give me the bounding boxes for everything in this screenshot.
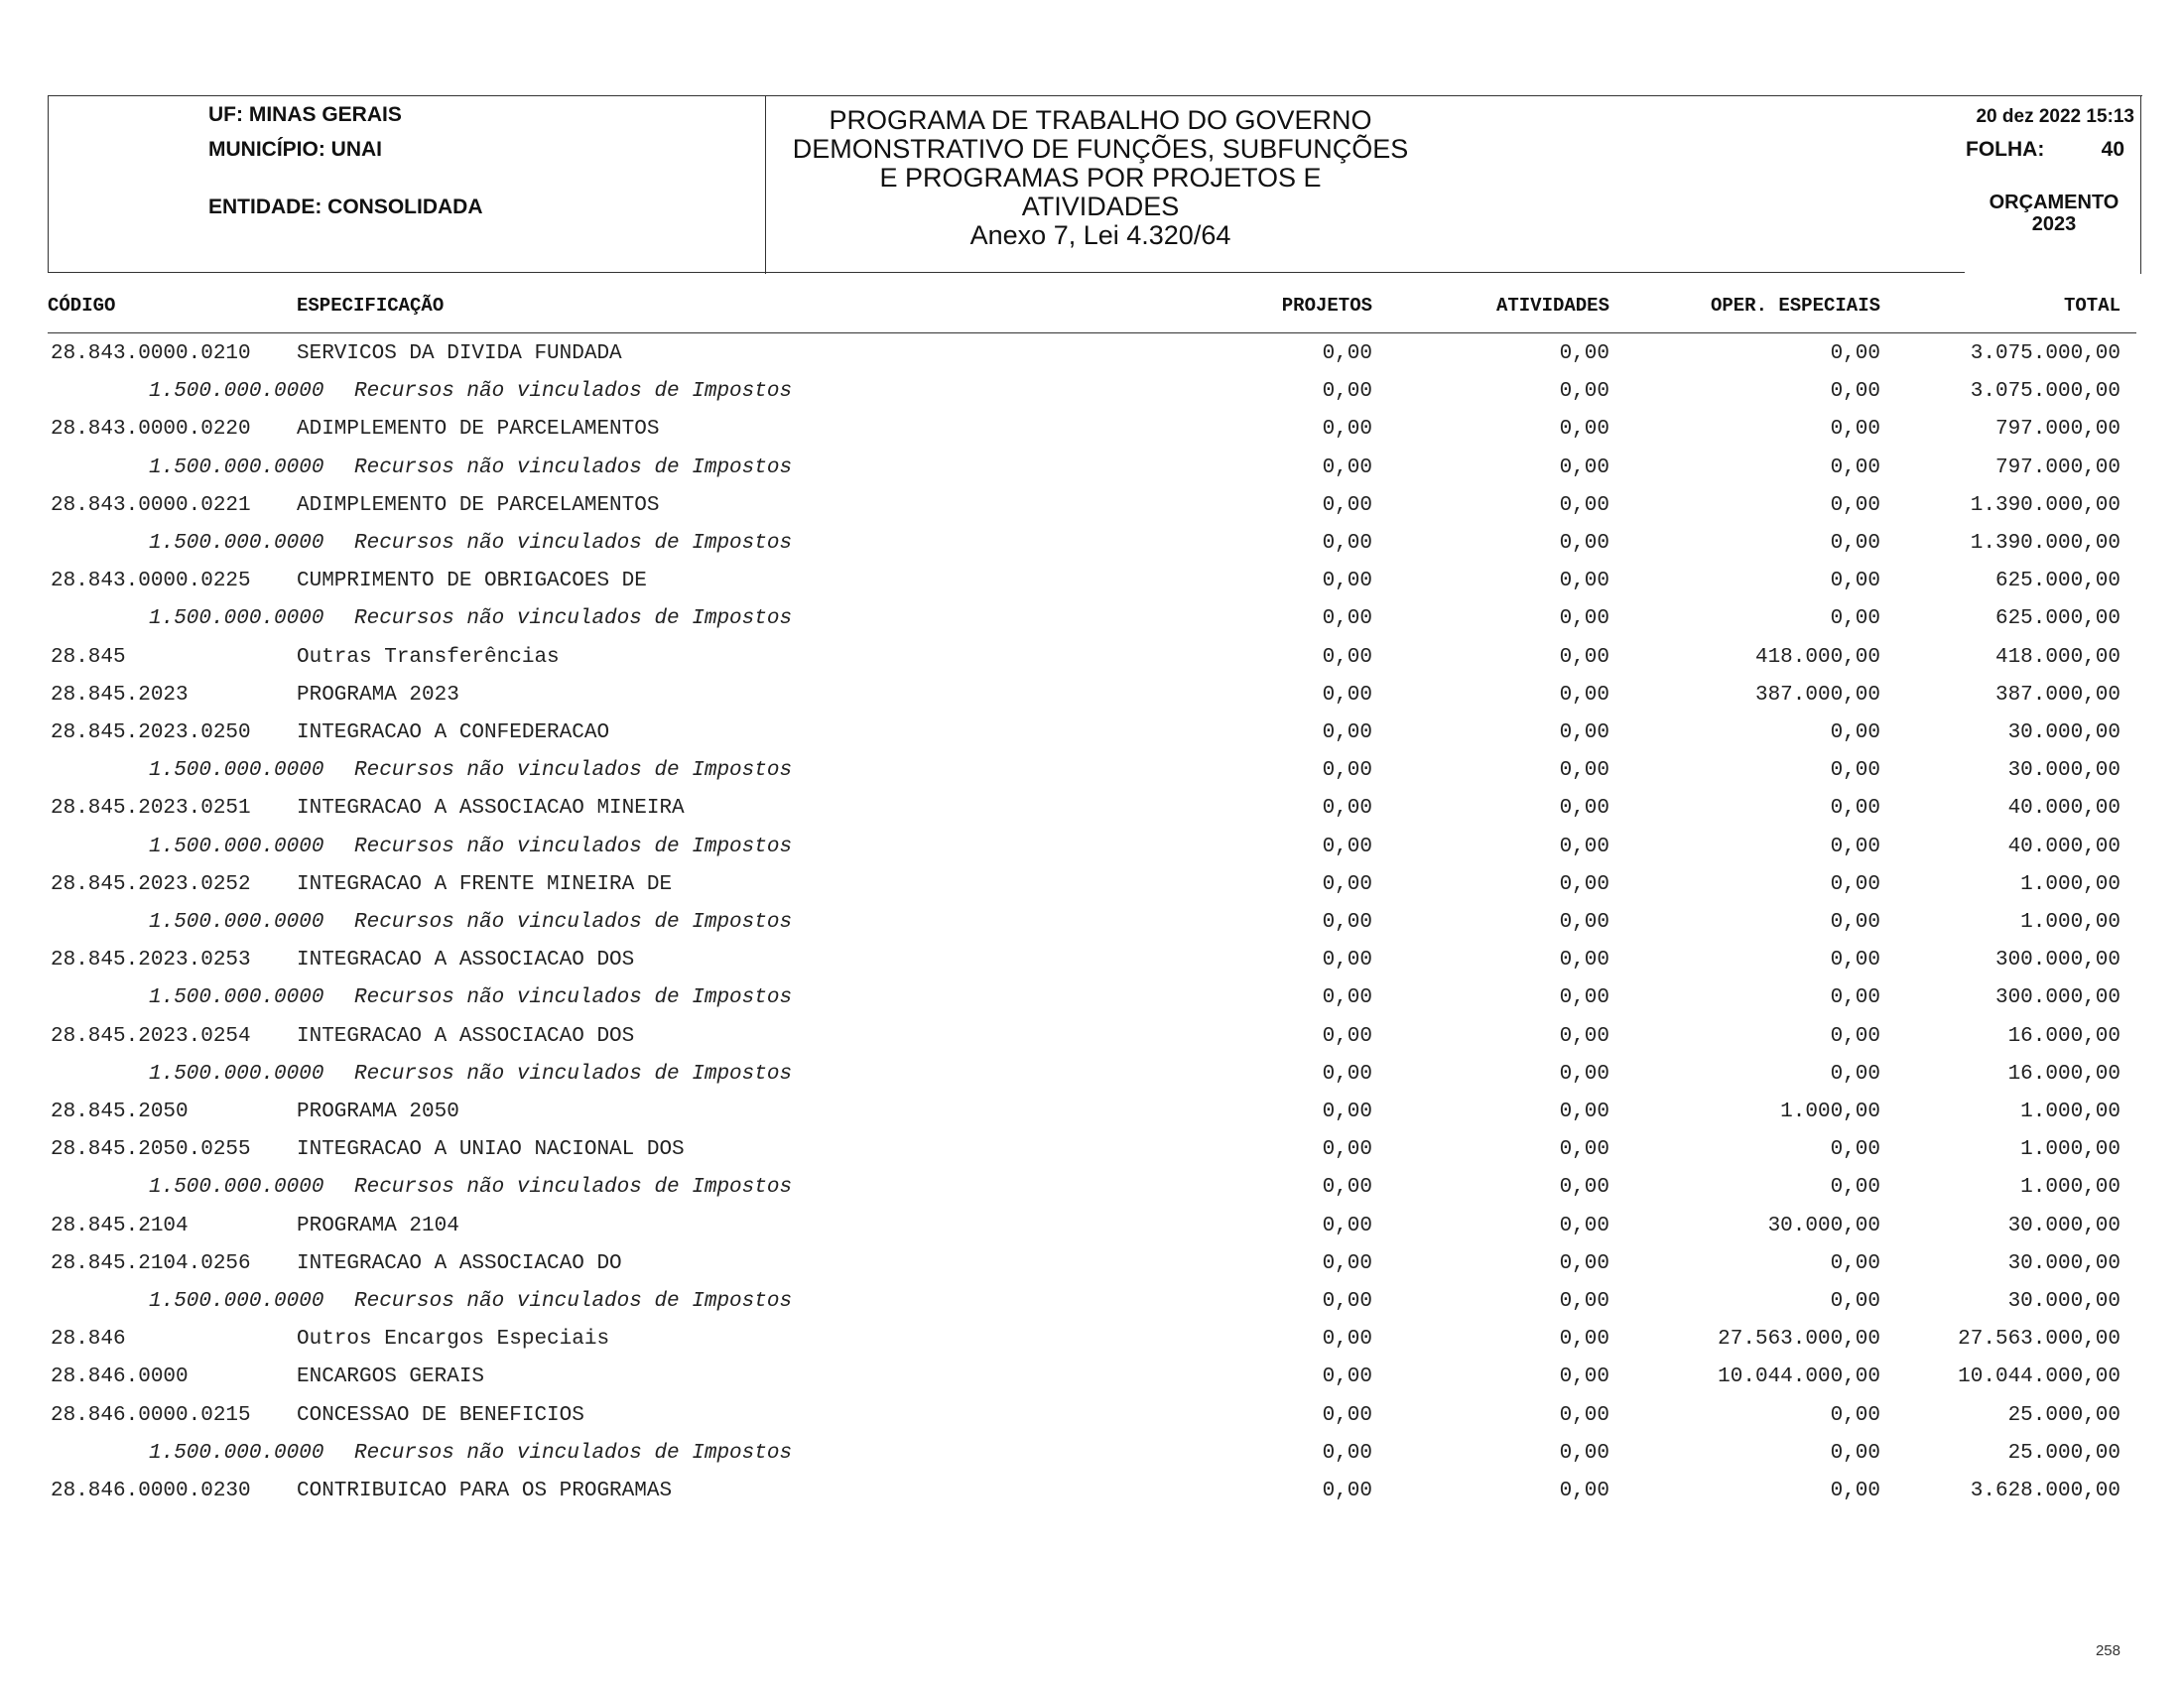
row-especificacao: Recursos não vinculados de Impostos bbox=[354, 986, 793, 1010]
row-oper-especiais: 0,00 bbox=[1830, 872, 1880, 896]
row-projetos: 0,00 bbox=[1322, 683, 1372, 707]
row-projetos: 0,00 bbox=[1322, 645, 1372, 669]
column-header-oper-especiais: OPER. ESPECIAIS bbox=[1710, 295, 1880, 317]
header-bottom-rule bbox=[48, 272, 1965, 273]
row-atividades: 0,00 bbox=[1559, 1290, 1609, 1313]
row-oper-especiais: 0,00 bbox=[1830, 986, 1880, 1010]
table-row bbox=[0, 646, 2184, 684]
row-projetos: 0,00 bbox=[1322, 1251, 1372, 1275]
row-total: 300.000,00 bbox=[1994, 949, 2120, 973]
entidade-label: ENTIDADE: CONSOLIDADA bbox=[208, 195, 483, 218]
row-total: 16.000,00 bbox=[2007, 1062, 2120, 1086]
row-oper-especiais: 0,00 bbox=[1830, 911, 1880, 934]
row-oper-especiais: 0,00 bbox=[1830, 1024, 1880, 1048]
row-atividades: 0,00 bbox=[1559, 683, 1609, 707]
row-oper-especiais: 0,00 bbox=[1830, 835, 1880, 858]
row-especificacao: INTEGRACAO A ASSOCIACAO DOS bbox=[297, 949, 635, 973]
row-atividades: 0,00 bbox=[1559, 493, 1609, 517]
row-source-code: 1.500.000.0000 bbox=[149, 835, 324, 858]
row-total: 25.000,00 bbox=[2007, 1403, 2120, 1427]
table-row bbox=[0, 797, 2184, 835]
row-especificacao: Recursos não vinculados de Impostos bbox=[354, 1290, 793, 1313]
row-especificacao: Outros Encargos Especiais bbox=[297, 1328, 610, 1352]
table-row bbox=[0, 1480, 2184, 1517]
table-row bbox=[0, 1404, 2184, 1442]
row-total: 1.000,00 bbox=[2020, 872, 2120, 896]
row-total: 25.000,00 bbox=[2007, 1441, 2120, 1465]
row-projetos: 0,00 bbox=[1322, 721, 1372, 744]
row-projetos: 0,00 bbox=[1322, 949, 1372, 973]
row-atividades: 0,00 bbox=[1559, 342, 1609, 365]
uf-label: UF: MINAS GERAIS bbox=[208, 103, 402, 126]
row-source-code: 1.500.000.0000 bbox=[149, 1176, 324, 1200]
row-atividades: 0,00 bbox=[1559, 986, 1609, 1010]
row-atividades: 0,00 bbox=[1559, 872, 1609, 896]
row-especificacao: Recursos não vinculados de Impostos bbox=[354, 380, 793, 404]
column-header-atividades: ATIVIDADES bbox=[1495, 295, 1609, 317]
row-code: 28.845.2023.0251 bbox=[51, 797, 251, 821]
table-row-resource bbox=[0, 456, 2184, 494]
row-total: 40.000,00 bbox=[2007, 797, 2120, 821]
row-especificacao: CUMPRIMENTO DE OBRIGACOES DE bbox=[297, 570, 647, 593]
row-especificacao: SERVICOS DA DIVIDA FUNDADA bbox=[297, 342, 622, 365]
row-source-code: 1.500.000.0000 bbox=[149, 986, 324, 1010]
table-row bbox=[0, 873, 2184, 911]
row-atividades: 0,00 bbox=[1559, 1024, 1609, 1048]
row-especificacao: ADIMPLEMENTO DE PARCELAMENTOS bbox=[297, 493, 660, 517]
row-projetos: 0,00 bbox=[1322, 835, 1372, 858]
row-code: 28.846.0000.0230 bbox=[51, 1480, 251, 1502]
row-oper-especiais: 0,00 bbox=[1830, 721, 1880, 744]
header-right-edge bbox=[2140, 95, 2141, 274]
row-especificacao: ADIMPLEMENTO DE PARCELAMENTOS bbox=[297, 418, 660, 442]
row-especificacao: Recursos não vinculados de Impostos bbox=[354, 759, 793, 783]
folha-label: FOLHA: bbox=[1966, 138, 2045, 161]
table-row bbox=[0, 570, 2184, 607]
row-especificacao: INTEGRACAO A FRENTE MINEIRA DE bbox=[297, 872, 673, 896]
row-atividades: 0,00 bbox=[1559, 418, 1609, 442]
table-row-resource bbox=[0, 1176, 2184, 1214]
row-projetos: 0,00 bbox=[1322, 342, 1372, 365]
table-row bbox=[0, 721, 2184, 759]
row-oper-especiais: 0,00 bbox=[1830, 1138, 1880, 1162]
row-projetos: 0,00 bbox=[1322, 1441, 1372, 1465]
table-row-resource bbox=[0, 911, 2184, 949]
table-row bbox=[0, 342, 2184, 380]
row-especificacao: INTEGRACAO A CONFEDERACAO bbox=[297, 721, 610, 744]
row-oper-especiais: 0,00 bbox=[1830, 607, 1880, 631]
title-line-5: Anexo 7, Lei 4.320/64 bbox=[969, 220, 1231, 250]
row-total: 40.000,00 bbox=[2007, 835, 2120, 858]
row-total: 16.000,00 bbox=[2007, 1024, 2120, 1048]
column-header-total: TOTAL bbox=[2063, 295, 2120, 317]
row-source-code: 1.500.000.0000 bbox=[149, 532, 324, 555]
header-divider bbox=[765, 95, 766, 274]
row-total: 30.000,00 bbox=[2007, 759, 2120, 783]
row-oper-especiais: 0,00 bbox=[1830, 532, 1880, 555]
title-line-3: E PROGRAMAS POR PROJETOS E bbox=[879, 163, 1322, 193]
report-datetime: 20 dez 2022 15:13 bbox=[1976, 106, 2134, 127]
row-projetos: 0,00 bbox=[1322, 1480, 1372, 1502]
row-especificacao: Recursos não vinculados de Impostos bbox=[354, 1441, 793, 1465]
row-code: 28.845.2023 bbox=[51, 683, 189, 707]
row-total: 625.000,00 bbox=[1994, 570, 2120, 593]
row-total: 3.628.000,00 bbox=[1970, 1480, 2120, 1502]
row-total: 3.075.000,00 bbox=[1970, 380, 2120, 404]
row-projetos: 0,00 bbox=[1322, 418, 1372, 442]
row-projetos: 0,00 bbox=[1322, 1101, 1372, 1123]
title-line-2: DEMONSTRATIVO DE FUNÇÕES, SUBFUNÇÕES bbox=[792, 134, 1409, 164]
column-header-codigo: CÓDIGO bbox=[48, 295, 116, 317]
table-row-resource bbox=[0, 986, 2184, 1024]
row-atividades: 0,00 bbox=[1559, 759, 1609, 783]
row-projetos: 0,00 bbox=[1322, 759, 1372, 783]
row-code: 28.845.2104.0256 bbox=[51, 1251, 251, 1275]
row-atividades: 0,00 bbox=[1559, 1251, 1609, 1275]
row-especificacao: INTEGRACAO A ASSOCIACAO DO bbox=[297, 1251, 622, 1275]
row-code: 28.845.2050 bbox=[51, 1101, 189, 1123]
row-oper-especiais: 0,00 bbox=[1830, 493, 1880, 517]
row-atividades: 0,00 bbox=[1559, 607, 1609, 631]
row-atividades: 0,00 bbox=[1559, 911, 1609, 934]
row-especificacao: ENCARGOS GERAIS bbox=[297, 1365, 485, 1389]
row-source-code: 1.500.000.0000 bbox=[149, 380, 324, 404]
row-total: 387.000,00 bbox=[1994, 683, 2120, 707]
row-atividades: 0,00 bbox=[1559, 949, 1609, 973]
table-row bbox=[0, 494, 2184, 532]
row-total: 30.000,00 bbox=[2007, 1251, 2120, 1275]
row-atividades: 0,00 bbox=[1559, 1062, 1609, 1086]
row-oper-especiais: 0,00 bbox=[1830, 342, 1880, 365]
row-projetos: 0,00 bbox=[1322, 986, 1372, 1010]
row-oper-especiais: 0,00 bbox=[1830, 1480, 1880, 1502]
row-projetos: 0,00 bbox=[1322, 1365, 1372, 1389]
folha-value: 40 bbox=[2101, 138, 2124, 161]
row-code: 28.843.0000.0210 bbox=[51, 342, 251, 365]
row-code: 28.845.2023.0252 bbox=[51, 872, 251, 896]
row-oper-especiais: 0,00 bbox=[1830, 1251, 1880, 1275]
row-atividades: 0,00 bbox=[1559, 1101, 1609, 1123]
row-oper-especiais: 0,00 bbox=[1830, 380, 1880, 404]
row-code: 28.845 bbox=[51, 645, 126, 669]
row-total: 3.075.000,00 bbox=[1970, 342, 2120, 365]
row-especificacao: PROGRAMA 2023 bbox=[297, 683, 459, 707]
row-code: 28.846 bbox=[51, 1328, 126, 1352]
row-oper-especiais: 0,00 bbox=[1830, 455, 1880, 479]
row-total: 30.000,00 bbox=[2007, 721, 2120, 744]
row-total: 418.000,00 bbox=[1994, 645, 2120, 669]
row-source-code: 1.500.000.0000 bbox=[149, 1062, 324, 1086]
row-atividades: 0,00 bbox=[1559, 455, 1609, 479]
row-total: 1.000,00 bbox=[2020, 911, 2120, 934]
row-oper-especiais: 10.044.000,00 bbox=[1718, 1365, 1880, 1389]
row-especificacao: Recursos não vinculados de Impostos bbox=[354, 1176, 793, 1200]
row-code: 28.846.0000 bbox=[51, 1365, 189, 1389]
row-atividades: 0,00 bbox=[1559, 1480, 1609, 1502]
row-oper-especiais: 0,00 bbox=[1830, 1176, 1880, 1200]
row-total: 797.000,00 bbox=[1994, 418, 2120, 442]
row-total: 1.390.000,00 bbox=[1970, 532, 2120, 555]
table-row-resource bbox=[0, 380, 2184, 418]
table-row bbox=[0, 1101, 2184, 1138]
row-atividades: 0,00 bbox=[1559, 1214, 1609, 1237]
row-especificacao: Recursos não vinculados de Impostos bbox=[354, 911, 793, 934]
row-projetos: 0,00 bbox=[1322, 1214, 1372, 1237]
row-oper-especiais: 418.000,00 bbox=[1754, 645, 1880, 669]
row-oper-especiais: 387.000,00 bbox=[1754, 683, 1880, 707]
row-projetos: 0,00 bbox=[1322, 455, 1372, 479]
row-atividades: 0,00 bbox=[1559, 1403, 1609, 1427]
row-atividades: 0,00 bbox=[1559, 835, 1609, 858]
table-row bbox=[0, 1138, 2184, 1176]
row-oper-especiais: 0,00 bbox=[1830, 570, 1880, 593]
row-total: 10.044.000,00 bbox=[1958, 1365, 2120, 1389]
column-header-especificacao: ESPECIFICAÇÃO bbox=[297, 295, 445, 317]
row-oper-especiais: 0,00 bbox=[1830, 1290, 1880, 1313]
table-row bbox=[0, 1252, 2184, 1290]
row-code: 28.845.2023.0254 bbox=[51, 1024, 251, 1048]
row-especificacao: Recursos não vinculados de Impostos bbox=[354, 455, 793, 479]
row-projetos: 0,00 bbox=[1322, 797, 1372, 821]
title-line-1: PROGRAMA DE TRABALHO DO GOVERNO bbox=[829, 105, 1372, 135]
row-atividades: 0,00 bbox=[1559, 380, 1609, 404]
row-oper-especiais: 0,00 bbox=[1830, 1441, 1880, 1465]
row-especificacao: PROGRAMA 2104 bbox=[297, 1214, 459, 1237]
table-row bbox=[0, 418, 2184, 455]
orcamento-block bbox=[1970, 192, 2138, 235]
row-total: 30.000,00 bbox=[2007, 1290, 2120, 1313]
table-row-resource bbox=[0, 836, 2184, 873]
orcamento-label: ORÇAMENTO bbox=[1989, 192, 2120, 213]
row-total: 1.000,00 bbox=[2020, 1138, 2120, 1162]
row-oper-especiais: 30.000,00 bbox=[1767, 1214, 1880, 1237]
table-row bbox=[0, 949, 2184, 986]
table-row-resource bbox=[0, 1442, 2184, 1480]
column-header-projetos: PROJETOS bbox=[1281, 295, 1372, 317]
orcamento-year: 2023 bbox=[2031, 213, 2077, 235]
row-code: 28.843.0000.0225 bbox=[51, 570, 251, 593]
row-source-code: 1.500.000.0000 bbox=[149, 1290, 324, 1313]
row-atividades: 0,00 bbox=[1559, 570, 1609, 593]
table-row-resource bbox=[0, 532, 2184, 570]
table-row-resource bbox=[0, 607, 2184, 645]
row-code: 28.843.0000.0220 bbox=[51, 418, 251, 442]
row-total: 30.000,00 bbox=[2007, 1214, 2120, 1237]
row-projetos: 0,00 bbox=[1322, 1403, 1372, 1427]
table-row bbox=[0, 1215, 2184, 1252]
row-code: 28.845.2050.0255 bbox=[51, 1138, 251, 1162]
row-especificacao: INTEGRACAO A UNIAO NACIONAL DOS bbox=[297, 1138, 685, 1162]
row-projetos: 0,00 bbox=[1322, 1138, 1372, 1162]
row-oper-especiais: 27.563.000,00 bbox=[1718, 1328, 1880, 1352]
row-source-code: 1.500.000.0000 bbox=[149, 911, 324, 934]
row-atividades: 0,00 bbox=[1559, 532, 1609, 555]
row-source-code: 1.500.000.0000 bbox=[149, 455, 324, 479]
column-header-rule bbox=[48, 332, 2136, 333]
table-row bbox=[0, 1328, 2184, 1365]
row-atividades: 0,00 bbox=[1559, 1138, 1609, 1162]
row-atividades: 0,00 bbox=[1559, 1176, 1609, 1200]
row-projetos: 0,00 bbox=[1322, 1024, 1372, 1048]
table-row-resource bbox=[0, 1063, 2184, 1101]
row-total: 797.000,00 bbox=[1994, 455, 2120, 479]
row-oper-especiais: 0,00 bbox=[1830, 1403, 1880, 1427]
row-especificacao: Recursos não vinculados de Impostos bbox=[354, 1062, 793, 1086]
row-atividades: 0,00 bbox=[1559, 797, 1609, 821]
row-total: 27.563.000,00 bbox=[1958, 1328, 2120, 1352]
row-projetos: 0,00 bbox=[1322, 380, 1372, 404]
municipio-label: MUNICÍPIO: UNAI bbox=[208, 138, 382, 161]
page-number: 258 bbox=[2095, 1642, 2120, 1659]
row-total: 300.000,00 bbox=[1994, 986, 2120, 1010]
table-row bbox=[0, 1025, 2184, 1063]
row-atividades: 0,00 bbox=[1559, 721, 1609, 744]
row-source-code: 1.500.000.0000 bbox=[149, 1441, 324, 1465]
row-especificacao: Recursos não vinculados de Impostos bbox=[354, 835, 793, 858]
row-total: 1.390.000,00 bbox=[1970, 493, 2120, 517]
row-code: 28.845.2023.0250 bbox=[51, 721, 251, 744]
row-code: 28.845.2023.0253 bbox=[51, 949, 251, 973]
row-projetos: 0,00 bbox=[1322, 607, 1372, 631]
row-projetos: 0,00 bbox=[1322, 532, 1372, 555]
row-source-code: 1.500.000.0000 bbox=[149, 607, 324, 631]
row-oper-especiais: 0,00 bbox=[1830, 1062, 1880, 1086]
row-projetos: 0,00 bbox=[1322, 1176, 1372, 1200]
row-total: 1.000,00 bbox=[2020, 1176, 2120, 1200]
row-code: 28.843.0000.0221 bbox=[51, 493, 251, 517]
row-oper-especiais: 0,00 bbox=[1830, 418, 1880, 442]
row-especificacao: PROGRAMA 2050 bbox=[297, 1101, 459, 1123]
row-especificacao: INTEGRACAO A ASSOCIACAO MINEIRA bbox=[297, 797, 685, 821]
row-oper-especiais: 0,00 bbox=[1830, 759, 1880, 783]
table-row bbox=[0, 1365, 2184, 1403]
row-projetos: 0,00 bbox=[1322, 911, 1372, 934]
row-especificacao: Outras Transferências bbox=[297, 645, 560, 669]
row-projetos: 0,00 bbox=[1322, 570, 1372, 593]
row-especificacao: CONCESSAO DE BENEFICIOS bbox=[297, 1403, 584, 1427]
row-code: 28.845.2104 bbox=[51, 1214, 189, 1237]
row-especificacao: Recursos não vinculados de Impostos bbox=[354, 532, 793, 555]
row-projetos: 0,00 bbox=[1322, 1328, 1372, 1352]
row-atividades: 0,00 bbox=[1559, 645, 1609, 669]
row-atividades: 0,00 bbox=[1559, 1328, 1609, 1352]
row-especificacao: CONTRIBUICAO PARA OS PROGRAMAS bbox=[297, 1480, 673, 1502]
row-source-code: 1.500.000.0000 bbox=[149, 759, 324, 783]
report-title bbox=[768, 106, 1433, 250]
row-especificacao: INTEGRACAO A ASSOCIACAO DOS bbox=[297, 1024, 635, 1048]
row-projetos: 0,00 bbox=[1322, 1290, 1372, 1313]
row-oper-especiais: 0,00 bbox=[1830, 797, 1880, 821]
row-oper-especiais: 0,00 bbox=[1830, 949, 1880, 973]
row-code: 28.846.0000.0215 bbox=[51, 1403, 251, 1427]
row-especificacao: Recursos não vinculados de Impostos bbox=[354, 607, 793, 631]
title-line-4: ATIVIDADES bbox=[1021, 192, 1180, 221]
row-total: 1.000,00 bbox=[2020, 1101, 2120, 1123]
row-projetos: 0,00 bbox=[1322, 872, 1372, 896]
row-atividades: 0,00 bbox=[1559, 1365, 1609, 1389]
row-total: 625.000,00 bbox=[1994, 607, 2120, 631]
row-projetos: 0,00 bbox=[1322, 493, 1372, 517]
table-row-resource bbox=[0, 759, 2184, 797]
row-atividades: 0,00 bbox=[1559, 1441, 1609, 1465]
table-row bbox=[0, 684, 2184, 721]
row-oper-especiais: 1.000,00 bbox=[1780, 1101, 1880, 1123]
table-row-resource bbox=[0, 1290, 2184, 1328]
row-projetos: 0,00 bbox=[1322, 1062, 1372, 1086]
